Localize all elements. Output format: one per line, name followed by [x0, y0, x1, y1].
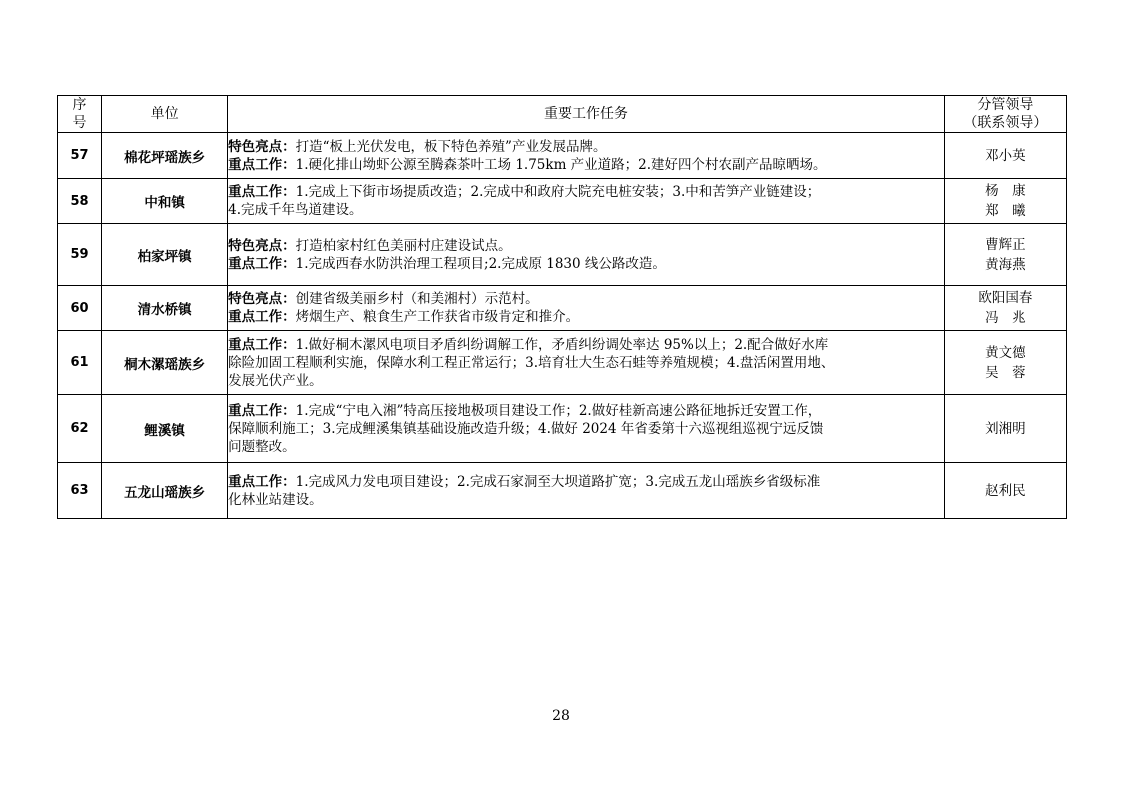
- row-leader: [944, 463, 1066, 519]
- header-seq-line: 号: [72, 115, 87, 131]
- task-text: 1.完成西春水防洪治理工程项目;2.完成原 1830 线公路改造。: [295, 255, 666, 272]
- task-line: [228, 156, 944, 174]
- task-table: [57, 95, 1067, 519]
- row-task: [228, 179, 945, 224]
- leader-name: 欧阳国春: [978, 290, 1033, 306]
- header-seq-line: 序: [72, 97, 87, 113]
- task-line: [228, 201, 944, 219]
- page-number: 28: [552, 708, 570, 724]
- row-seq: 62: [58, 395, 102, 463]
- row-seq: 59: [58, 224, 102, 286]
- table-row: [58, 179, 1067, 224]
- row-seq: 61: [58, 331, 102, 395]
- task-keyword: 重点工作：: [228, 309, 296, 325]
- row-seq: 58: [58, 179, 102, 224]
- task-keyword: 重点工作：: [228, 184, 296, 200]
- row-leader: [944, 286, 1066, 331]
- row-unit: 清水桥镇: [102, 286, 228, 331]
- header-leader-line: （联系领导）: [963, 115, 1048, 131]
- row-unit: 五龙山瑶族乡: [102, 463, 228, 519]
- task-line: [228, 420, 944, 438]
- leader-name: 冯 兆: [985, 310, 1026, 326]
- row-unit: 柏家坪镇: [102, 224, 228, 286]
- row-task: [228, 395, 945, 463]
- leader-name: 杨 康: [985, 183, 1026, 199]
- row-leader: [944, 133, 1066, 179]
- table-row: [58, 224, 1067, 286]
- row-seq: 63: [58, 463, 102, 519]
- task-line: [228, 255, 944, 273]
- table-row: [58, 331, 1067, 395]
- row-task: [228, 463, 945, 519]
- task-line: [228, 402, 944, 420]
- task-line: [228, 138, 944, 156]
- task-line: [228, 183, 944, 201]
- row-leader: [944, 224, 1066, 286]
- task-text: 问题整改。: [228, 438, 296, 455]
- leader-name: 吴 蓉: [985, 364, 1026, 381]
- task-text: 1.硬化排山坳虾公源至腾森茶叶工场 1.75km 产业道路；2.建好四个村农副产品晾晒场。: [295, 156, 827, 173]
- row-unit: 鲤溪镇: [102, 395, 228, 463]
- task-keyword: 重点工作：: [228, 402, 296, 419]
- task-text: 4.完成千年鸟道建设。: [228, 202, 363, 218]
- row-leader: [944, 395, 1066, 463]
- task-line: [228, 290, 944, 308]
- task-line: [228, 372, 944, 390]
- task-text: 1.完成风力发电项目建设；2.完成石家洞至大坝道路扩宽；3.完成五龙山瑶族乡省级标准: [295, 473, 821, 490]
- row-leader: [944, 179, 1066, 224]
- task-keyword: 特色亮点：: [228, 291, 296, 307]
- header-leader-line: 分管领导: [977, 97, 1034, 113]
- task-text: 打造柏家村红色美丽村庄建设试点。: [295, 237, 512, 254]
- header-unit: 单位: [102, 96, 228, 133]
- row-unit: 棉花坪瑶族乡: [102, 133, 228, 179]
- task-text: 1.完成“宁电入湘”特高压接地极项目建设工作；2.做好桂新高速公路征地拆迁安置工作，: [295, 402, 822, 419]
- leader-name: 刘湘明: [985, 420, 1026, 437]
- task-line: [228, 336, 944, 354]
- row-unit: 桐木漯瑶族乡: [102, 331, 228, 395]
- table-body: [58, 133, 1067, 519]
- task-keyword: 重点工作：: [228, 255, 296, 272]
- task-keyword: 重点工作：: [228, 156, 296, 173]
- task-text: 保障顺利施工；3.完成鲤溪集镇基础设施改造升级；4.做好 2024 年省委第十六巡视组巡视宁远反馈: [228, 420, 824, 437]
- table-row: [58, 463, 1067, 519]
- task-keyword: 重点工作：: [228, 336, 296, 353]
- table-row: [58, 133, 1067, 179]
- task-line: [228, 237, 944, 255]
- task-text: 1.做好桐木漯风电项目矛盾纠纷调解工作，矛盾纠纷调处率达 95%以上；2.配合做好水库: [295, 336, 829, 353]
- leader-name: 邓小英: [985, 147, 1026, 164]
- header-task: 重要工作任务: [228, 96, 945, 133]
- row-task: [228, 286, 945, 331]
- row-leader: [944, 331, 1066, 395]
- task-text: 打造“板上光伏发电，板下特色养殖”产业发展品牌。: [295, 138, 607, 155]
- task-text: 创建省级美丽乡村（和美湘村）示范村。: [295, 291, 539, 307]
- table-row: [58, 395, 1067, 463]
- task-keyword: 重点工作：: [228, 473, 296, 490]
- task-keyword: 特色亮点：: [228, 138, 296, 155]
- row-seq: 57: [58, 133, 102, 179]
- header-row: [58, 96, 1067, 133]
- row-task: [228, 224, 945, 286]
- leader-name: 黄海燕: [985, 256, 1026, 273]
- task-text: 发展光伏产业。: [228, 372, 323, 389]
- task-text: 1.完成上下街市场提质改造；2.完成中和政府大院充电桩安装；3.中和苦笋产业链建设；: [295, 184, 821, 200]
- header-seq: [58, 96, 102, 133]
- leader-name: 黄文德: [985, 344, 1026, 361]
- task-keyword: 特色亮点：: [228, 237, 296, 254]
- row-seq: 60: [58, 286, 102, 331]
- row-task: [228, 133, 945, 179]
- task-line: [228, 308, 944, 326]
- task-line: [228, 473, 944, 491]
- task-line: [228, 438, 944, 456]
- task-text: 除险加固工程顺利实施，保障水利工程正常运行；3.培育壮大生态石蛙等养殖规模；4.盘活闲置用地、: [228, 354, 835, 371]
- row-task: [228, 331, 945, 395]
- leader-name: 郑 曦: [985, 203, 1026, 219]
- row-unit: 中和镇: [102, 179, 228, 224]
- task-line: [228, 491, 944, 509]
- task-line: [228, 354, 944, 372]
- task-text: 化林业站建设。: [228, 491, 323, 508]
- leader-name: 赵利民: [985, 482, 1026, 499]
- table-row: [58, 286, 1067, 331]
- task-text: 烤烟生产、粮食生产工作获省市级肯定和推介。: [295, 309, 580, 325]
- leader-name: 曹辉正: [985, 236, 1026, 253]
- header-leader: [944, 96, 1066, 133]
